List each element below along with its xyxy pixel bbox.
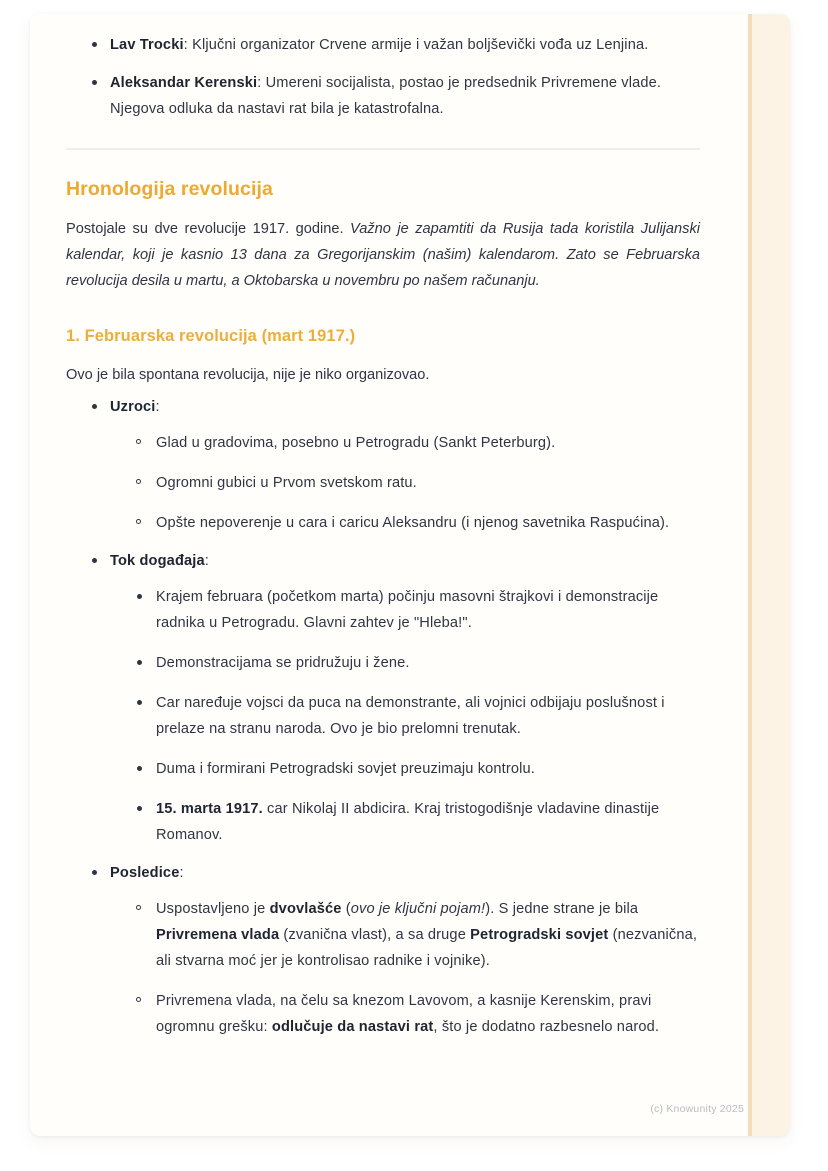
consequence-text: (nezvanična, ali stvarna moć jer je kontrolisao radnike i vojnike). (156, 927, 698, 969)
list-item (136, 650, 700, 676)
chronology-intro-plain: Postojale su dve revolucije 1917. godine. (66, 221, 351, 237)
february-lead-paragraph: Ovo je bila spontana revolucija, nije je niko organizovao. (66, 367, 430, 383)
consequence-text: ( (341, 901, 351, 917)
document-sheet (30, 14, 790, 1136)
causes-list (110, 430, 700, 536)
consequences-list (110, 896, 700, 1040)
consequence-text: , što je dodatno razbesnelo narod. (433, 1019, 660, 1035)
people-list (66, 32, 700, 122)
event-text: Demonstracijama se pridružuju i žene. (156, 655, 410, 671)
list-item: Ogromni gubici u Prvom svetskom ratu. (136, 470, 700, 496)
consequence-text: Uspostavljeno je (156, 901, 270, 917)
list-item (136, 796, 700, 848)
list-item (136, 756, 700, 782)
person-description: Ključni organizator Crvene armije i važan boljševički vođa uz Lenjina. (192, 37, 649, 53)
consequence-term-privremena-vlada: Privremena vlada (156, 927, 280, 943)
consequence-text: ). S jedne strane je bila (485, 901, 639, 917)
list-item: Glad u gradovima, posebno u Petrogradu (Sankt Peterburg). (136, 430, 700, 456)
person-description: Umereni socijalista, postao je predsednik Privremene vlade. Njegova odluka da nastavi rat bila je katastrofalna. (110, 75, 662, 117)
person-separator: : (257, 75, 266, 91)
events-separator: : (204, 553, 209, 569)
february-outline (66, 394, 700, 1040)
events-list (110, 584, 700, 848)
list-item (136, 988, 700, 1040)
decorative-right-band (752, 14, 790, 1136)
consequence-text: Privremena vlada, na čelu sa knezom Lavovom, a kasnije Kerenskim, pravi ogromnu grešku: (156, 993, 652, 1035)
consequence-term-nastavi-rat: odlučuje da nastavi rat (271, 1019, 434, 1035)
copyright-note: (c) Knowunity 2025 (650, 1103, 744, 1115)
event-text: Car naređuje vojsci da puca na demonstrante, ali vojnici odbijaju poslušnost i prelaze na stranu naroda. Ovo je bio prelomni trenutak. (156, 695, 665, 737)
list-item (92, 70, 700, 122)
list-item-events (92, 548, 700, 848)
event-date: 15. marta 1917. (156, 801, 263, 817)
person-separator: : (183, 37, 193, 53)
consequences-label: Posledice (110, 865, 180, 881)
consequences-separator: : (179, 865, 184, 881)
list-item (136, 584, 700, 636)
subsection-title: 1. Februarska revolucija (mart 1917.) (66, 327, 356, 345)
list-item-causes (92, 394, 700, 536)
page-title: Hronologija revolucija (66, 178, 273, 200)
event-text: Duma i formirani Petrogradski sovjet preuzimaju kontrolu. (156, 761, 535, 777)
document-content (30, 14, 748, 1136)
consequence-term-dvovlasce: dvovlašće (269, 901, 342, 917)
section-divider (66, 148, 700, 150)
list-item-consequences (92, 860, 700, 1040)
chronology-intro-paragraph (66, 216, 700, 294)
person-name: Aleksandar Kerenski (110, 75, 258, 91)
consequence-emphasis: ovo je ključni pojam! (350, 901, 486, 917)
causes-label: Uzroci (110, 399, 156, 415)
list-item (136, 896, 700, 974)
list-item (92, 32, 700, 58)
consequence-term-petrogradski-sovjet: Petrogradski sovjet (470, 927, 609, 943)
causes-separator: : (155, 399, 160, 415)
chronology-intro-italic: Važno je zapamtiti da Rusija tada koristila Julijanski kalendar, koji je kasnio 13 dana za Gregorijanskim (našim) kalendarom. Zato se Februarska revolucija desila u martu, a Oktobarska u novembru po našem računanju. (66, 221, 700, 289)
event-text: car Nikolaj II abdicira. Kraj tristogodišnje vladavine dinastije Romanov. (156, 801, 660, 843)
event-text: Krajem februara (početkom marta) počinju masovni štrajkovi i demonstracije radnika u Petrogradu. Glavni zahtev je "Hleba!". (156, 589, 659, 631)
consequence-text: (zvanična vlast), a sa druge (279, 927, 471, 943)
list-item (136, 690, 700, 742)
events-label: Tok događaja (110, 553, 205, 569)
person-name: Lav Trocki (110, 37, 184, 53)
list-item: Opšte nepoverenje u cara i caricu Aleksandru (i njenog savetnika Raspućina). (136, 510, 700, 536)
